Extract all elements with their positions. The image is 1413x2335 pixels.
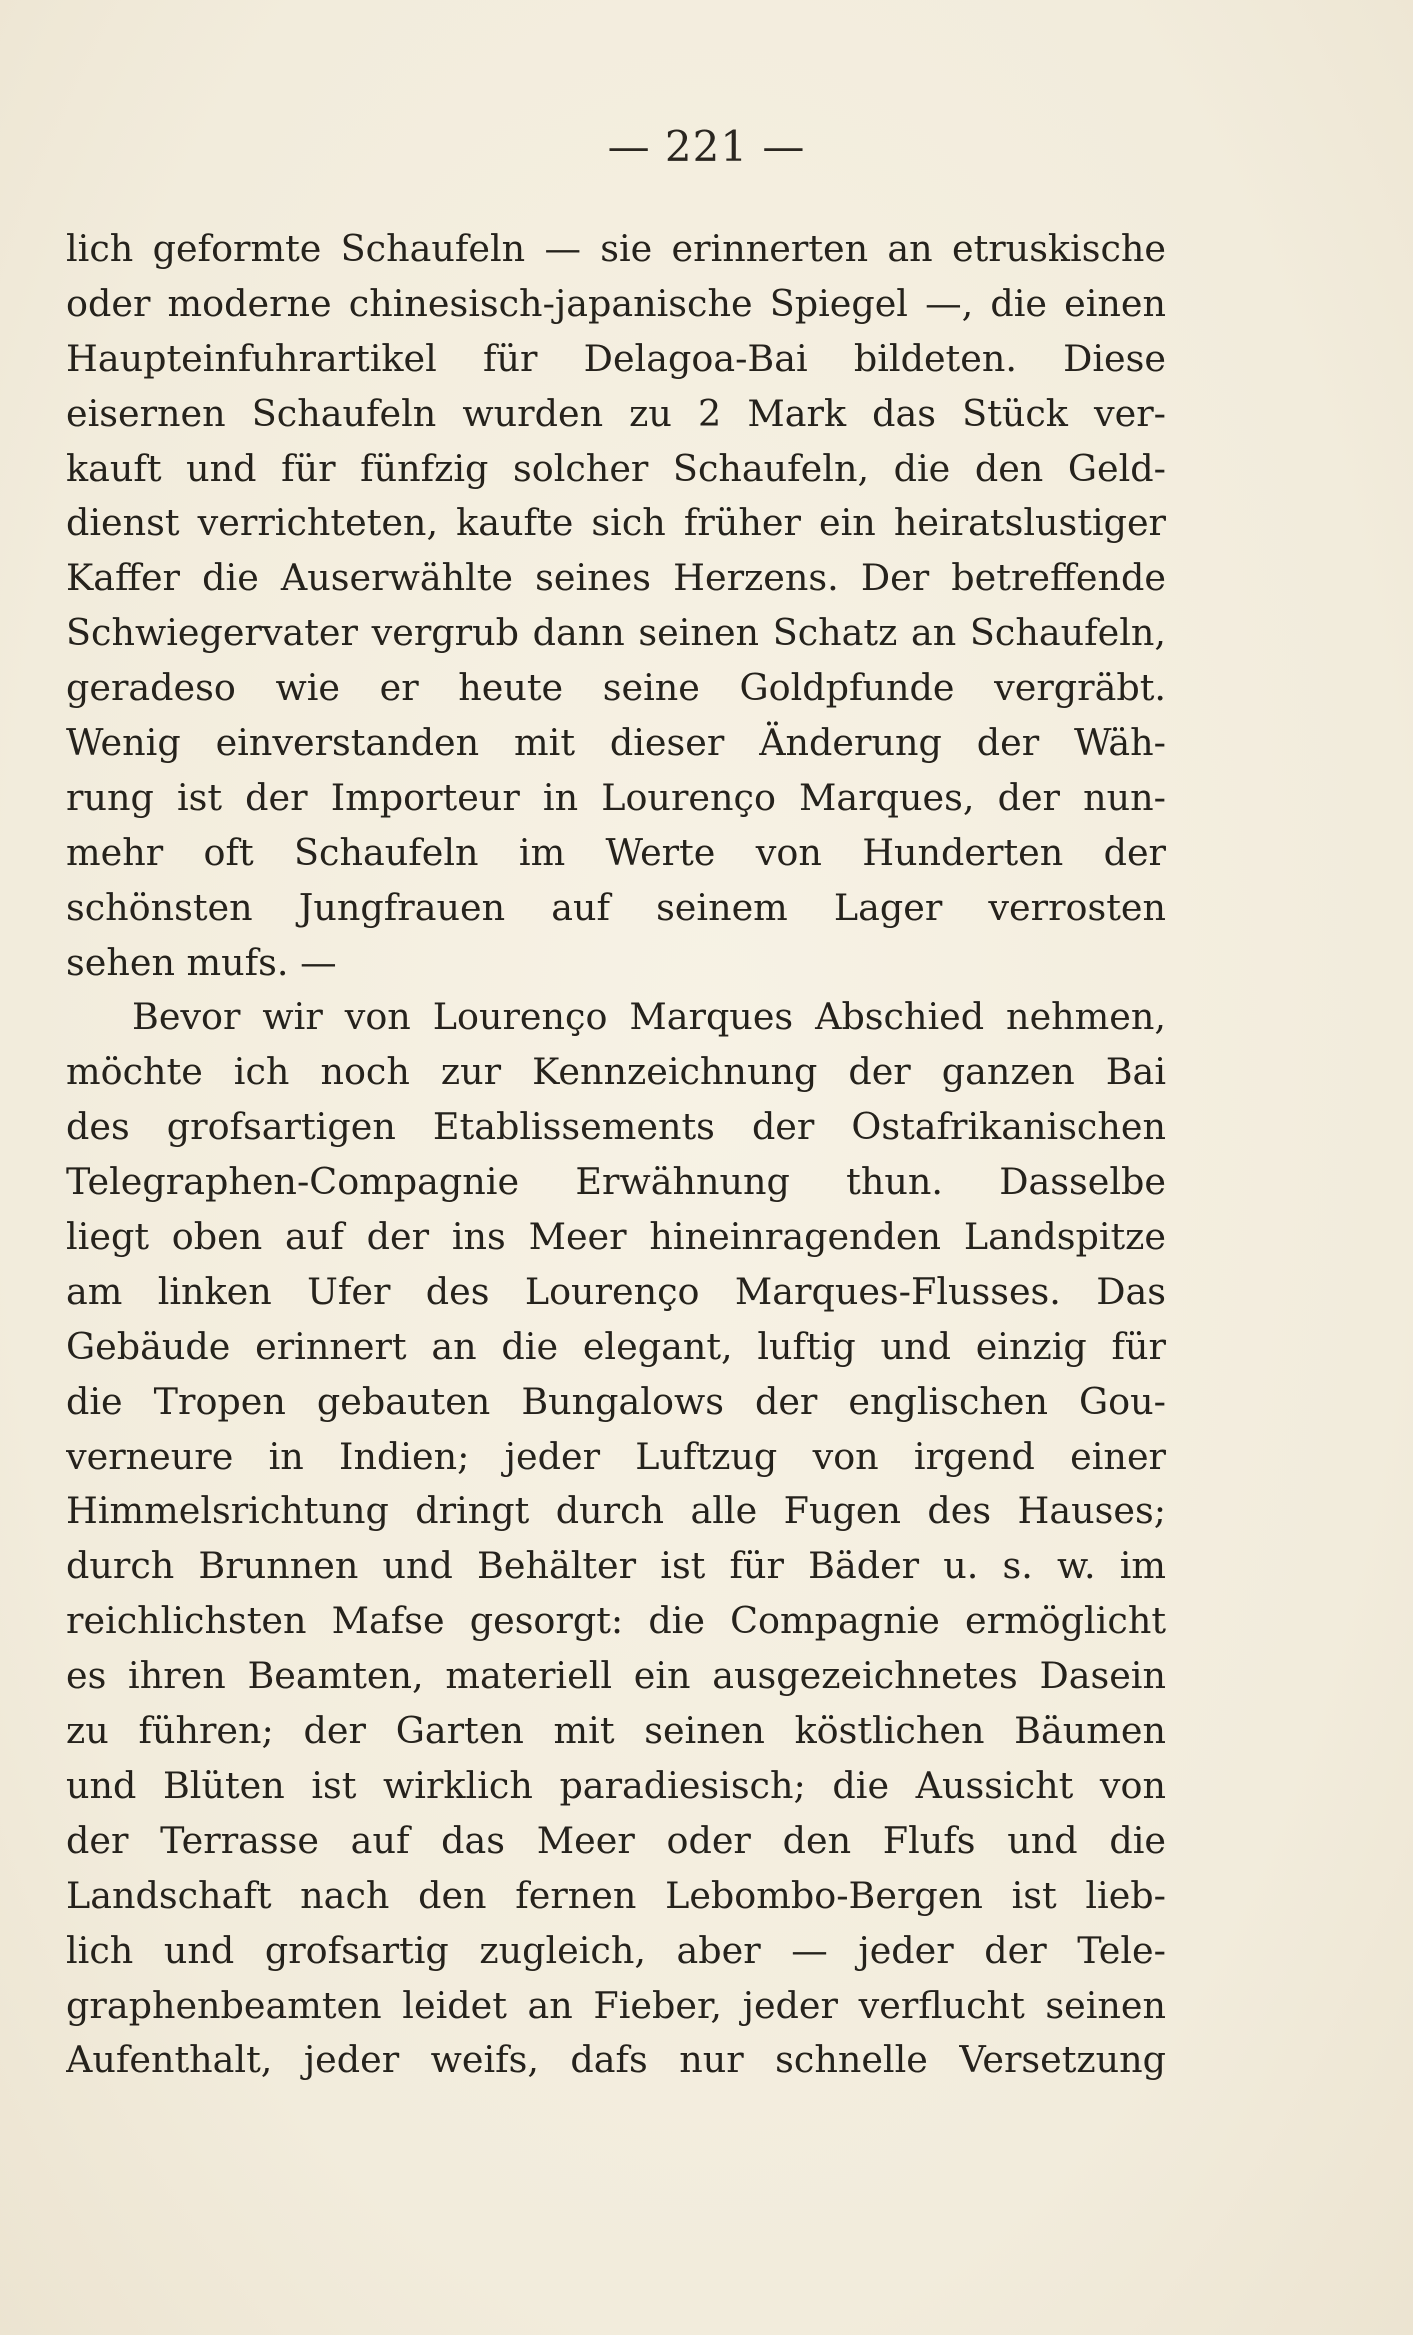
text-line: verneure in Indien; jeder Luftzug von irgend einer: [66, 1434, 1166, 1478]
text-line: Himmelsrichtung dringt durch alle Fugen des Hauses;: [66, 1489, 1166, 1533]
text-line: schönsten Jungfrauen auf seinem Lager verrosten: [66, 885, 1166, 929]
text-line: mehr oft Schaufeln im Werte von Hunderten der: [66, 830, 1166, 874]
text-line: möchte ich noch zur Kennzeichnung der ganzen Bai: [66, 1050, 1166, 1094]
text-line: die Tropen gebauten Bungalows der englischen Gou-: [66, 1379, 1166, 1423]
text-line: graphenbeamten leidet an Fieber, jeder verflucht seinen: [66, 1983, 1166, 2027]
text-line: der Terrasse auf das Meer oder den Flufs und die: [66, 1818, 1166, 1862]
text-line: Kaffer die Auserwählte seines Herzens. Der betreffende: [66, 556, 1166, 600]
text-line: zu führen; der Garten mit seinen köstlichen Bäumen: [66, 1709, 1166, 1753]
paragraph-1: [66, 222, 1166, 990]
text-line: Haupteinfuhrartikel für Delagoa-Bai bildeten. Diese: [66, 336, 1166, 380]
text-line: lich und grofsartig zugleich, aber — jeder der Tele-: [66, 1928, 1166, 1972]
text-line: eisernen Schaufeln wurden zu 2 Mark das Stück ver-: [66, 391, 1166, 435]
text-line: Gebäude erinnert an die elegant, luftig und einzig für: [66, 1324, 1166, 1368]
text-line: Bevor wir von Lourenço Marques Abschied nehmen,: [132, 995, 1166, 1039]
text-line: geradeso wie er heute seine Goldpfunde vergräbt.: [66, 666, 1166, 710]
text-line: Wenig einverstanden mit dieser Änderung der Wäh-: [66, 721, 1166, 765]
paragraph-2: [66, 990, 1166, 2088]
text-line: des grofsartigen Etablissements der Ostafrikanischen: [66, 1105, 1166, 1149]
text-line: dienst verrichteten, kaufte sich früher ein heiratslustiger: [66, 501, 1166, 545]
text-line: Telegraphen-Compagnie Erwähnung thun. Dasselbe: [66, 1160, 1166, 1204]
page-number: — 221 —: [607, 122, 806, 171]
text-line: liegt oben auf der ins Meer hineinragenden Landspitze: [66, 1215, 1166, 1259]
text-line: oder moderne chinesisch-japanische Spiegel —, die einen: [66, 281, 1166, 325]
text-line: am linken Ufer des Lourenço Marques-Flusses. Das: [66, 1269, 1166, 1313]
text-line: durch Brunnen und Behälter ist für Bäder u. s. w. im: [66, 1544, 1166, 1588]
text-line: reichlichsten Mafse gesorgt: die Compagnie ermöglicht: [66, 1599, 1166, 1643]
text-line: Landschaft nach den fernen Lebombo-Bergen ist lieb-: [66, 1873, 1166, 1917]
text-line: Schwiegervater vergrub dann seinen Schatz an Schaufeln,: [66, 611, 1166, 655]
text-line: rung ist der Importeur in Lourenço Marques, der nun-: [66, 775, 1166, 819]
text-line: lich geformte Schaufeln — sie erinnerten an etruskische: [66, 227, 1166, 270]
text-line: und Blüten ist wirklich paradiesisch; die Aussicht von: [66, 1763, 1166, 1807]
text-line: es ihren Beamten, materiell ein ausgezeichnetes Dasein: [66, 1654, 1166, 1698]
text-line: sehen mufs. —: [66, 940, 337, 984]
body-text: [66, 222, 1166, 2088]
text-line: kauft und für fünfzig solcher Schaufeln, die den Geld-: [66, 446, 1166, 490]
text-line: Aufenthalt, jeder weifs, dafs nur schnelle Versetzung: [66, 2038, 1166, 2082]
